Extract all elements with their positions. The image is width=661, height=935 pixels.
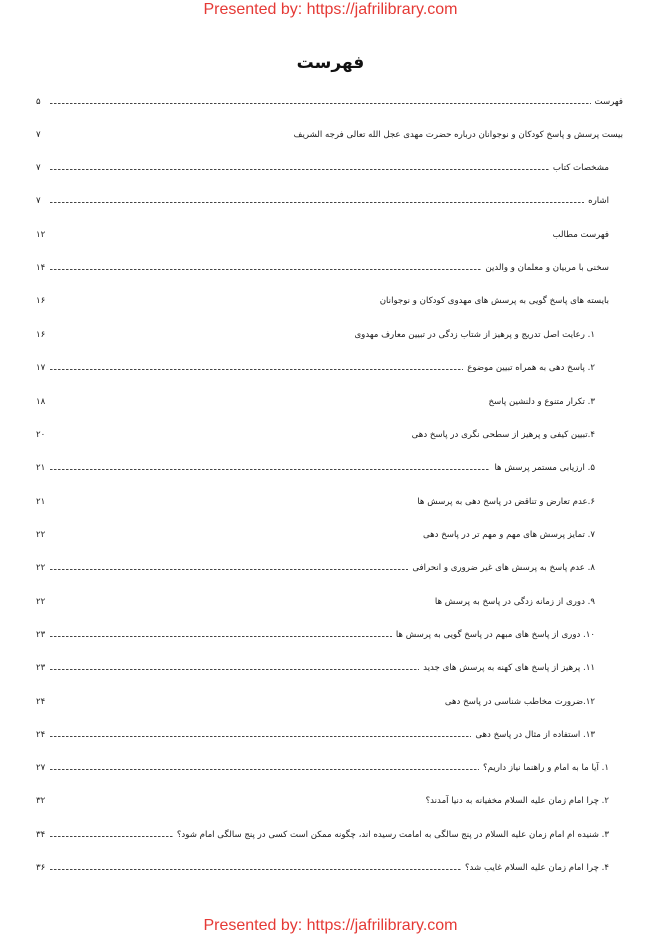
toc-entry-title: ۱۰. دوری از پاسخ های مبهم در پاسخ گویی به پرسش ها <box>395 630 595 640</box>
toc-entry-page: ۲۷ <box>36 763 46 773</box>
toc-entry-page: ۲۰ <box>36 430 46 440</box>
toc-dot-leader <box>50 669 419 670</box>
toc-entry-title: ۳. تکرار متنوع و دلنشین پاسخ <box>488 397 595 407</box>
toc-entry-title: ۴. چرا امام زمان علیه السلام غایب شد؟ <box>464 863 609 873</box>
toc-entry-page: ۲۳ <box>36 663 46 673</box>
toc-dot-leader <box>50 736 471 737</box>
toc-entry-page: ۳۶ <box>36 863 46 873</box>
toc-spacer <box>48 301 380 302</box>
toc-entry-title: ۱. آیا ما به امام و راهنما نیاز داریم؟ <box>483 763 609 773</box>
toc-dot-leader <box>50 369 463 370</box>
toc-spacer <box>48 702 445 703</box>
toc-dot-leader <box>50 469 490 470</box>
toc-entry-title: ۳. شنیده ام امام زمان علیه السلام در پنج سالگی به امامت رسیده اند، چگونه ممکن است کسی در پنج سالگی امام شود؟ <box>176 830 609 840</box>
toc-spacer <box>48 335 354 336</box>
toc-dot-leader <box>50 103 591 104</box>
toc-entry-page: ۱۶ <box>36 296 46 306</box>
toc-entry <box>36 595 595 609</box>
toc-entry <box>36 495 595 509</box>
toc-entry-page: ۲۴ <box>36 697 46 707</box>
toc-entry <box>36 395 595 409</box>
toc-entry-title: سخنی با مربیان و معلمان و والدین <box>485 263 609 273</box>
toc-spacer <box>48 435 412 436</box>
toc-entry <box>36 428 595 442</box>
toc-entry-page: ۲۳ <box>36 630 46 640</box>
toc-entry-page: ۱۸ <box>36 397 46 407</box>
toc-entry-page: ۷ <box>36 196 41 206</box>
toc-entry-page: ۷ <box>36 130 41 140</box>
toc-entry <box>36 728 595 742</box>
toc-entry <box>36 861 609 875</box>
toc-spacer <box>48 602 435 603</box>
toc-entry-page: ۲۴ <box>36 730 46 740</box>
toc-entry-title: ۵. ارزیابی مستمر پرسش ها <box>494 463 595 473</box>
toc-dot-leader <box>50 202 584 203</box>
toc-entry <box>36 95 623 109</box>
toc-entry-page: ۷ <box>36 163 41 173</box>
toc-entry-title: ۷. تمایز پرسش های مهم و مهم تر در پاسخ دهی <box>422 530 595 540</box>
toc-entry <box>36 695 595 709</box>
toc-spacer <box>48 135 294 136</box>
toc-spacer <box>48 801 426 802</box>
toc-entry <box>36 528 595 542</box>
toc-entry-title: ۴.تبیین کیفی و پرهیز از سطحی نگری در پاسخ دهی <box>411 430 595 440</box>
toc-entry-title: ۶.عدم تعارض و تناقض در پاسخ دهی به پرسش ها <box>417 497 595 507</box>
toc-entry-title: ۱. رعایت اصل تدریج و پرهیز از شتاب زدگی در تبیین معارف مهدوی <box>354 330 595 340</box>
toc-entry-page: ۳۴ <box>36 830 46 840</box>
toc-entry <box>36 294 609 308</box>
toc-dot-leader <box>50 636 392 637</box>
toc-entry <box>36 194 609 208</box>
toc-entry-title: فهرست مطالب <box>552 230 609 240</box>
toc-entry <box>36 328 595 342</box>
toc-entry <box>36 794 609 808</box>
toc-entry-title: ۸. عدم پاسخ به پرسش های غیر ضروری و انحرافی <box>412 563 595 573</box>
toc-entry-page: ۱۷ <box>36 363 46 373</box>
toc-entry-title: ۹. دوری از زمانه زدگی در پاسخ به پرسش ها <box>434 597 595 607</box>
toc-entry-page: ۲۲ <box>36 530 46 540</box>
toc-entry-title: اشاره <box>588 196 609 206</box>
toc-entry-page: ۲۱ <box>36 463 46 473</box>
toc-entry-page: ۲۱ <box>36 497 46 507</box>
toc-entry-title: ۲. چرا امام زمان علیه السلام مخفیانه به دنیا آمدند؟ <box>425 796 609 806</box>
toc-entry-title: بایسته های پاسخ گویی به پرسش های مهدوی کودکان و نوجوانان <box>379 296 609 306</box>
toc-dot-leader <box>50 269 481 270</box>
toc-entry <box>36 628 595 642</box>
toc-entry-title: فهرست <box>594 97 623 107</box>
toc-dot-leader <box>50 769 479 770</box>
toc-spacer <box>48 402 488 403</box>
toc-spacer <box>48 502 417 503</box>
toc-entry-page: ۵ <box>36 97 41 107</box>
toc-entry-title: ۱۱. پرهیز از پاسخ های کهنه به پرسش های جدید <box>423 663 595 673</box>
toc-entry <box>36 761 609 775</box>
toc-entry-page: ۲۲ <box>36 563 46 573</box>
toc-entry-title: بیست پرسش و پاسخ کودکان و نوجوانان درباره حضرت مهدی عجل الله تعالی فرجه الشریف <box>293 130 623 140</box>
toc-dot-leader <box>50 169 549 170</box>
toc-entry <box>36 228 609 242</box>
toc-entry <box>36 361 595 375</box>
toc-dot-leader <box>50 569 408 570</box>
toc-spacer <box>48 535 423 536</box>
toc-entry <box>36 828 609 842</box>
toc-dot-leader <box>50 869 461 870</box>
toc-entry-title: ۲. پاسخ دهی به همراه تبیین موضوع <box>467 363 595 373</box>
toc-entry <box>36 661 595 675</box>
toc-entry-title: ۱۳. استفاده از مثال در پاسخ دهی <box>475 730 595 740</box>
toc-entry-page: ۲۲ <box>36 597 46 607</box>
page-title: فهرست <box>296 53 365 73</box>
toc-entry-page: ۱۴ <box>36 263 46 273</box>
toc-entry <box>36 128 623 142</box>
toc-entry-title: مشخصات کتاب <box>552 163 609 173</box>
toc-dot-leader <box>50 836 173 837</box>
toc-spacer <box>48 235 552 236</box>
toc-entry <box>36 561 595 575</box>
toc-entry-page: ۱۶ <box>36 330 46 340</box>
toc-entry <box>36 261 609 275</box>
watermark-footer: Presented by: https://jafrilibrary.com <box>203 917 458 934</box>
toc-entry-title: ۱۲.ضرورت مخاطب شناسی در پاسخ دهی <box>444 697 595 707</box>
toc-entry-page: ۱۲ <box>36 230 46 240</box>
watermark-header: Presented by: https://jafrilibrary.com <box>203 1 458 18</box>
toc-entry <box>36 161 609 175</box>
toc-entry-page: ۳۲ <box>36 796 46 806</box>
toc-entry <box>36 461 595 475</box>
